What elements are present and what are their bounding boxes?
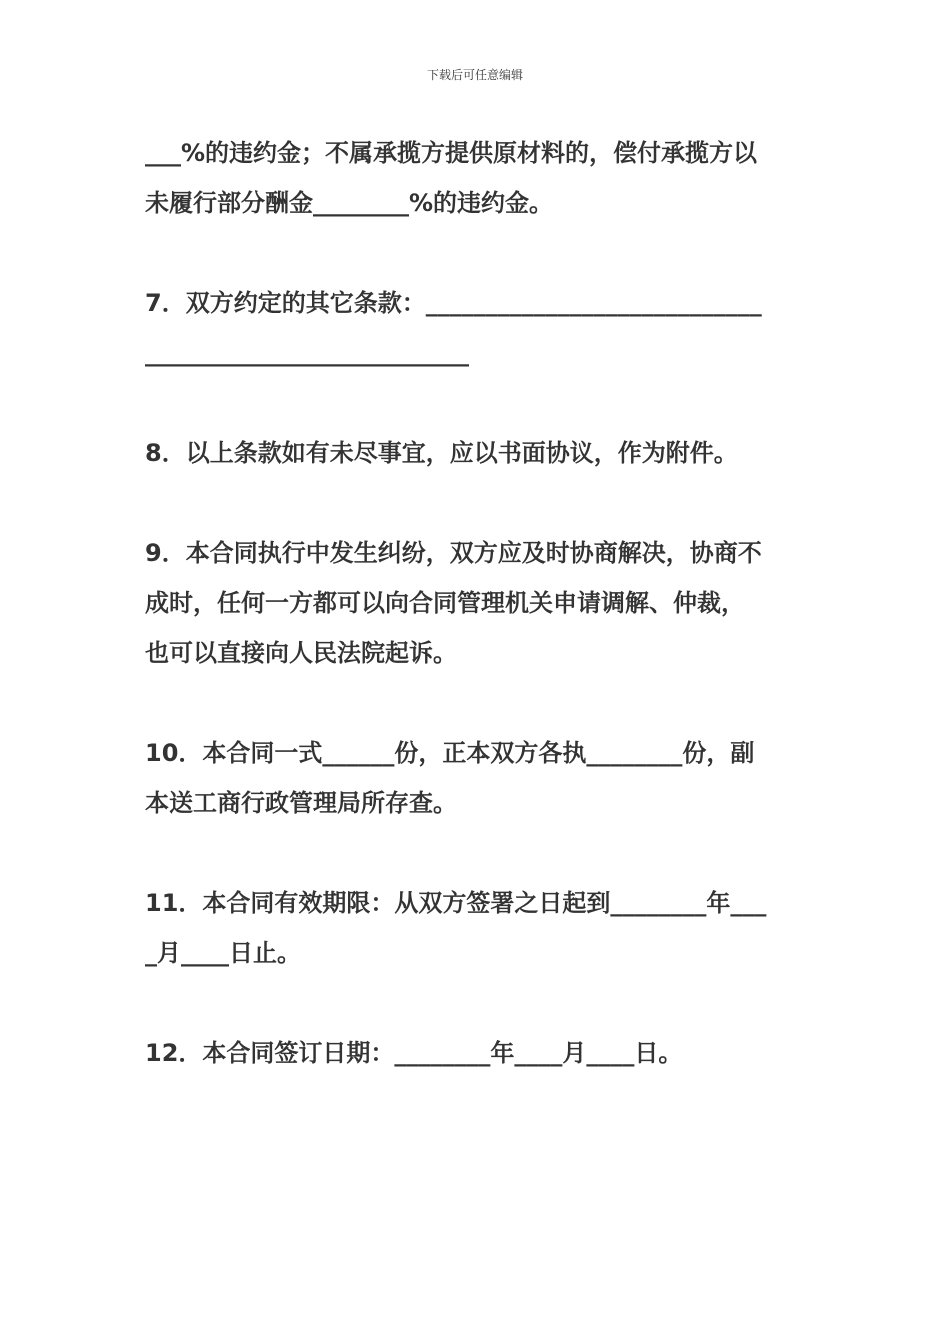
text-line: 10．本合同一式______份，正本双方各执________份，副 (145, 739, 755, 767)
text-line: 9．本合同执行中发生纠纷，双方应及时协商解决，协商不 (145, 539, 762, 567)
text-line: 也可以直接向人民法院起诉。 (145, 639, 457, 667)
clause-7 (145, 278, 810, 378)
text-line: 本送工商行政管理局所存查。 (145, 789, 457, 817)
clause-12 (145, 1028, 810, 1078)
text-line: _月____日止。 (145, 939, 301, 967)
clause-11 (145, 878, 810, 978)
clause-8 (145, 428, 810, 478)
text-line: 未履行部分酬金________%的违约金。 (145, 189, 554, 217)
clause-10 (145, 728, 810, 828)
text-line: 11．本合同有效期限：从双方签署之日起到________年___ (145, 889, 767, 917)
penalty-clause-continued (145, 128, 810, 228)
text-line: ___%的违约金；不属承揽方提供原材料的，偿付承揽方以 (145, 139, 758, 167)
text-line: 12．本合同签订日期：________年____月____日。 (145, 1039, 683, 1067)
text-line: 成时，任何一方都可以向合同管理机关申请调解、仲裁， (145, 589, 745, 617)
document-body (145, 128, 810, 1128)
clause-9 (145, 528, 810, 678)
page-header: 下载后可任意编辑 (426, 68, 523, 82)
text-line: 7．双方约定的其它条款：____________________________ (145, 289, 762, 317)
text-line: 8．以上条款如有未尽事宜，应以书面协议，作为附件。 (145, 439, 738, 467)
text-line: ___________________________ (145, 339, 469, 367)
